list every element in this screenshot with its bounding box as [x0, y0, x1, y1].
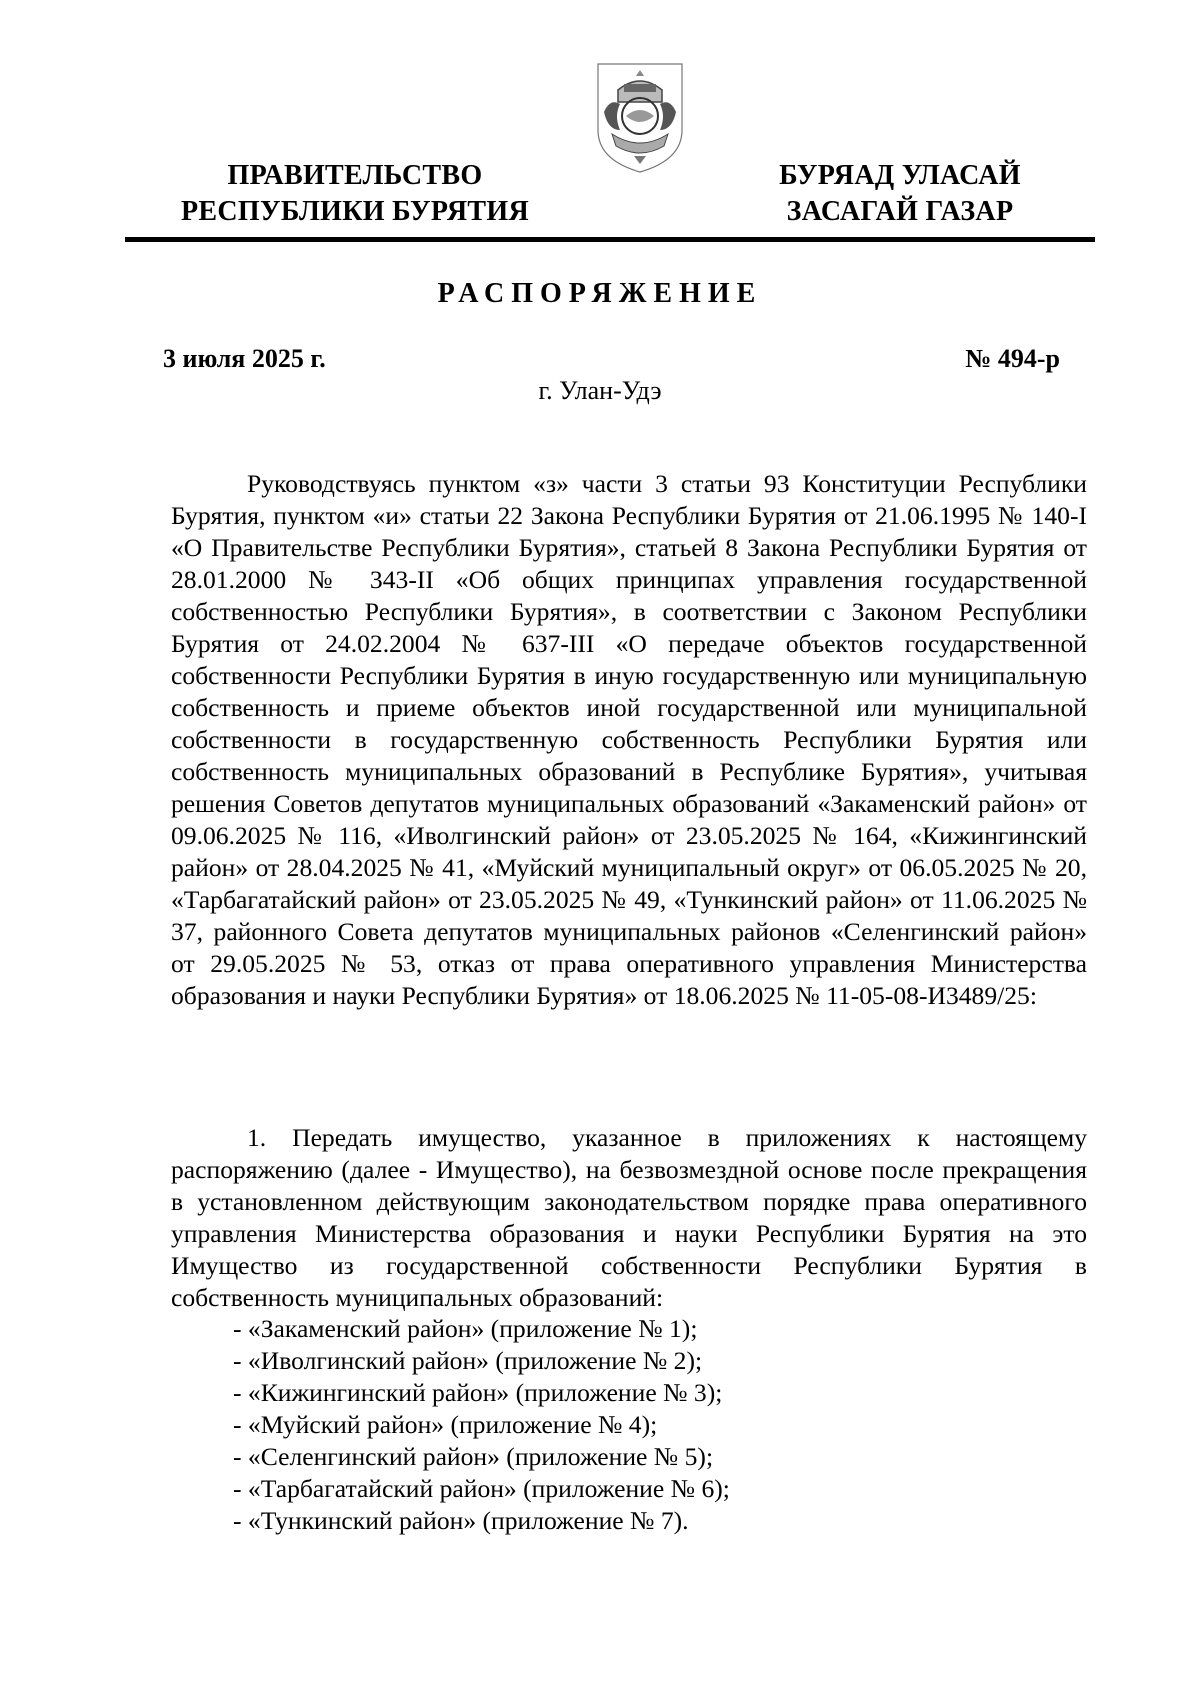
list-item: - «Тарбагатайский район» (приложение № 6); — [233, 1474, 730, 1503]
document-city: г. Улан-Удэ — [538, 376, 662, 405]
preamble-paragraph: Руководствуясь пунктом «з» части 3 статьи 93 Конституции Республики Бурятия, пунктом «и» статьи 22 Закона Республики Бурятия от 21.06.1995 № 140-I «О Правительстве Республики Бурятия», статьей 8 Закона Республики Бурятия от 28.01.2000 № 343-II «Об общих принципах управления государственной собственностью Республики Бурятия», в соответствии с Законом Республики Бурятия от 24.02.2004 № 637-III «О передаче объектов государственной собственности Республики Бурятия в иную государственную или муниципальную собственность и приеме объектов иной государственной или муниципальной собственности в государственную собственность Республики Бурятия или собственность муниципальных образований в Республике Бурятия», учитывая решения Советов депутатов муниципальных образований «Закаменский район» от 09.06.2025 № 116, «Иволгинский район» от 23.05.2025 № 164, «Кижингинский район» от 28.04.2025 № 41, «Муйский муниципальный округ» от 06.05.2025 № 20, «Тарбагатайский район» от 23.05.2025 № 49, «Тункинский район» от 11.06.2025 № 37, районного Совета депутатов муниципальных районов «Селенгинский район» от 29.05.2025 № 53, отказ от права оперативного управления Министерства образования и науки Республики Бурятия» от 18.06.2025 № 11-05-08-И3489/25: — [171, 469, 1087, 1010]
coat-of-arms-emblem — [590, 60, 690, 176]
municipality-list — [233, 1313, 730, 1537]
org-right-line1: БУРЯАД УЛАСАЙ — [779, 160, 1021, 191]
org-right-line2: ЗАСАГАЙ ГАЗАР — [786, 196, 1014, 227]
list-item: - «Тункинский район» (приложение № 7). — [233, 1506, 689, 1535]
list-item: - «Иволгинский район» (приложение № 2); — [233, 1346, 703, 1375]
list-item: - «Селенгинский район» (приложение № 5); — [233, 1442, 714, 1471]
government-name-buryat — [745, 158, 1055, 230]
clause-1-paragraph: 1. Передать имущество, указанное в приложениях к настоящему распоряжению (далее - Имущество), на безвозмездной основе после прекращения в установленном действующим законодательством порядке права оперативного управления Министерства образования и науки Республики Бурятия на это Имущество из государственной собственности Республики Бурятия в собственность муниципальных образований: — [171, 1123, 1087, 1312]
government-name-russian — [170, 158, 540, 230]
document-date: 3 июля 2025 г. — [163, 344, 326, 373]
list-item: - «Закаменский район» (приложение № 1); — [233, 1314, 698, 1343]
org-left-line2: РЕСПУБЛИКИ БУРЯТИЯ — [181, 196, 529, 227]
document-title: РАСПОРЯЖЕНИЕ — [437, 278, 763, 309]
org-left-line1: ПРАВИТЕЛЬСТВО — [227, 160, 483, 191]
list-item: - «Муйский район» (приложение № 4); — [233, 1410, 658, 1439]
header-divider — [125, 237, 1095, 242]
document-number: № 494-р — [965, 344, 1060, 373]
list-item: - «Кижингинский район» (приложение № 3); — [233, 1378, 723, 1407]
